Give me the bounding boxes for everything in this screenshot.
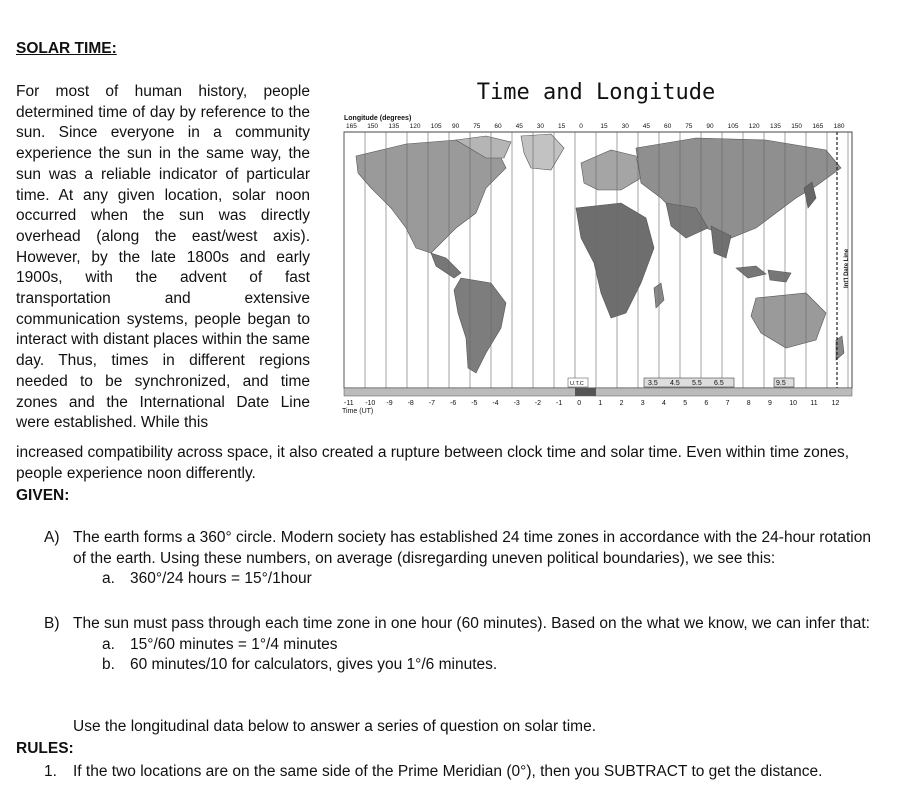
half-zone-label: 3.5 xyxy=(648,380,658,387)
longitude-tick-label: 90 xyxy=(706,123,714,130)
time-tick-label: 11 xyxy=(810,400,818,407)
longitude-tick-label: 30 xyxy=(621,123,629,130)
time-tick-label: -11 xyxy=(344,400,354,407)
longitude-tick-label: 30 xyxy=(536,123,545,130)
time-tick-label: -4 xyxy=(492,400,499,407)
given-item-a xyxy=(44,528,884,590)
sub-item-text: 360°/24 hours = 15°/1hour xyxy=(130,570,312,588)
longitude-tick-label: 135 xyxy=(388,123,400,130)
sub-item-marker: a. xyxy=(102,570,115,588)
time-tick-label: -6 xyxy=(450,400,457,407)
half-zone-label: 5.5 xyxy=(692,380,702,387)
longitude-tick-label: 45 xyxy=(515,123,523,130)
half-zone-right-label: 9.5 xyxy=(776,380,786,387)
utc-label: U.T.C xyxy=(570,381,584,387)
given-item-b xyxy=(44,614,884,676)
item-text: The earth forms a 360° circle. Modern society has established 24 time zones in accordance with the 24-hour rotation of the earth. Using these numbers, on average (disregarding uneven political boundaries), we see this: xyxy=(73,529,871,567)
time-tick-label: 8 xyxy=(746,400,751,407)
time-tick-label: -5 xyxy=(471,400,478,407)
instruction-line: Use the longitudinal data below to answer a series of question on solar time. xyxy=(73,718,596,735)
sub-item-text: 60 minutes/10 for calculators, gives you 1°/6 minutes. xyxy=(130,656,498,674)
longitude-tick-label: 135 xyxy=(770,123,781,130)
intro-paragraph-continued: increased compatibility across space, it also created a rupture between clock time and solar time. Even within time zones, people experience noon differently. xyxy=(16,444,850,482)
item-marker: A) xyxy=(44,529,60,546)
half-zone-label: 6.5 xyxy=(714,380,724,387)
longitude-tick-label: 75 xyxy=(685,123,693,130)
longitude-tick-label: 150 xyxy=(791,123,803,130)
longitude-tick-label: 165 xyxy=(812,123,824,130)
time-longitude-map xyxy=(336,78,856,423)
time-axis-label: Time (UT) xyxy=(342,408,374,415)
time-tick-label: -2 xyxy=(534,400,542,407)
longitude-tick-label: 15 xyxy=(558,123,566,130)
sub-item xyxy=(102,655,884,676)
sub-item-text: 15°/60 minutes = 1°/4 minutes xyxy=(130,635,338,653)
item-text: The sun must pass through each time zone in one hour (60 minutes). Based on the what we know, we can infer that: xyxy=(73,615,870,632)
sub-item-marker: b. xyxy=(102,656,115,674)
longitude-tick-label: 105 xyxy=(727,123,739,130)
longitude-tick-label: 165 xyxy=(346,123,357,130)
time-tick-label: -1 xyxy=(556,400,563,407)
date-line-label: Int'l Date Line xyxy=(844,248,850,288)
time-tick-label: -8 xyxy=(407,400,414,407)
time-tick-label: -7 xyxy=(428,400,436,407)
time-tick-label: 5 xyxy=(683,400,688,407)
time-tick-label: 2 xyxy=(619,400,624,407)
rule-text: If the two locations are on the same side of the Prime Meridian (0°), then you SUBTRACT to get the distance. xyxy=(73,763,823,780)
longitude-tick-label: 15 xyxy=(600,123,608,130)
time-tick-label: 7 xyxy=(725,400,730,407)
longitude-tick-label: 105 xyxy=(430,123,442,130)
half-zone-label: 4.5 xyxy=(670,380,680,387)
time-tick-label: 6 xyxy=(704,400,709,407)
sub-item-marker: a. xyxy=(102,635,115,653)
longitude-tick-label: 120 xyxy=(409,123,421,130)
time-tick-label: 1 xyxy=(598,400,603,407)
rule-marker: 1. xyxy=(44,763,57,780)
item-marker: B) xyxy=(44,615,60,632)
longitude-tick-label: 60 xyxy=(664,123,672,130)
sub-item xyxy=(102,569,884,590)
time-tick-label: 9 xyxy=(768,400,772,407)
longitude-tick-label: 0 xyxy=(579,123,583,130)
page-heading: SOLAR TIME: xyxy=(16,40,117,57)
rule-item xyxy=(44,763,904,781)
time-tick-label: 10 xyxy=(789,400,797,407)
rules-label: RULES: xyxy=(16,740,74,757)
time-tick-label: 0 xyxy=(577,400,582,407)
longitude-tick-label: 45 xyxy=(642,123,651,130)
longitude-tick-label: 60 xyxy=(494,123,502,130)
time-tick-label: 4 xyxy=(662,400,666,407)
given-label: GIVEN: xyxy=(16,487,70,504)
time-tick-label: 12 xyxy=(831,400,840,407)
map-graphic xyxy=(336,78,856,423)
time-tick-label: -10 xyxy=(365,400,376,407)
time-tick-label: 3 xyxy=(640,400,645,407)
map-title: Time and Longitude xyxy=(476,80,716,105)
longitude-axis-label: Longitude (degrees) xyxy=(344,115,412,122)
longitude-tick-label: 150 xyxy=(367,123,379,130)
time-tick-label: -3 xyxy=(513,400,520,407)
longitude-tick-label: 75 xyxy=(473,123,481,130)
time-tick-label: -9 xyxy=(386,400,393,407)
longitude-tick-label: 180 xyxy=(833,123,845,130)
longitude-tick-label: 120 xyxy=(748,123,760,130)
longitude-tick-label: 90 xyxy=(452,123,460,130)
intro-paragraph: For most of human history, people determined time of day by reference to the sun. Since everyone in a community experience the sun in the same way, the sun was a reliable indicator of particular time. At any given location, solar noon occurred when the sun was directly overhead (along the east/west axis). However, by the late 1800s and early 1900s, with the advent of fast transportation and extensive communication systems, people began to interact with distant places within the same day. Thus, times in different regions needed to be synchronized, and time zones and the International Date Line were established. While this xyxy=(16,83,310,432)
sub-item xyxy=(102,635,884,656)
